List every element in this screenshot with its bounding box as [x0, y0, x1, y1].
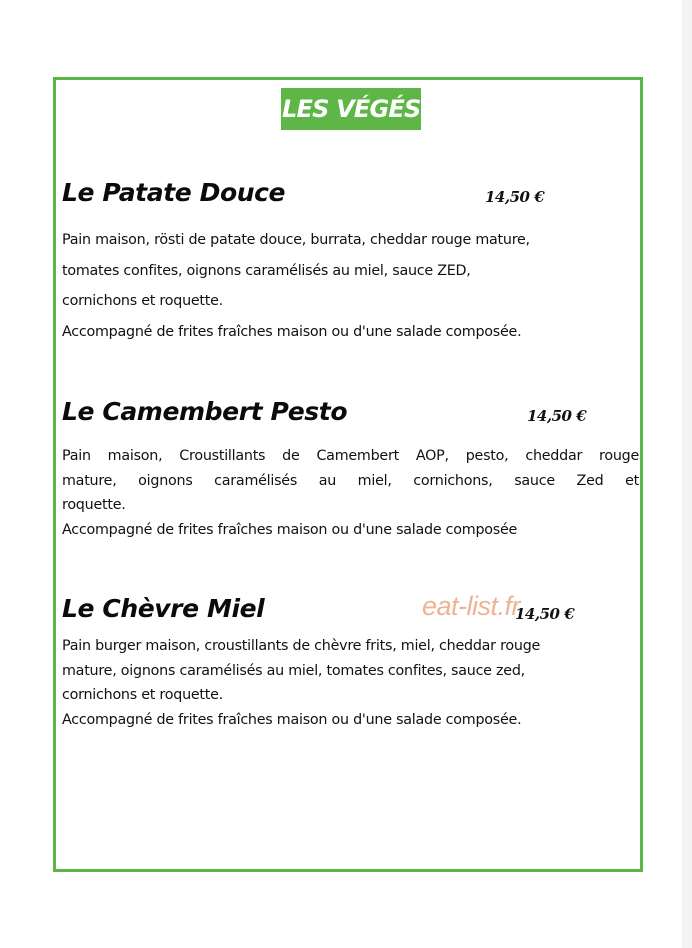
- watermark: eat-list.fr: [422, 591, 521, 621]
- menu-frame: [53, 77, 643, 872]
- description-line: Pain maison, Croustillants de Camembert AOP, pesto, cheddar rouge: [62, 448, 639, 464]
- item-name: Le Patate Douce: [62, 178, 286, 207]
- item-price: 14,50 €: [485, 188, 545, 206]
- description-line: Accompagné de frites fraîches maison ou d'une salade composée.: [62, 711, 522, 728]
- item-price: 14,50 €: [515, 605, 575, 623]
- item-price: 14,50 €: [527, 407, 587, 425]
- description-line: tomates confites, oignons caramélisés au miel, sauce ZED,: [62, 262, 471, 279]
- description-line: cornichons et roquette.: [62, 293, 223, 309]
- description-line: Accompagné de frites fraîches maison ou d'une salade composée.: [62, 323, 522, 340]
- description-line: mature, oignons caramélisés au miel, tomates confites, sauce zed,: [62, 662, 525, 679]
- description-line: cornichons et roquette.: [62, 687, 223, 703]
- item-description: [62, 225, 639, 347]
- description-line: Pain maison, rösti de patate douce, burrata, cheddar rouge mature,: [62, 232, 530, 248]
- section-title: LES VÉGÉS: [281, 88, 421, 130]
- item-name: Le Camembert Pesto: [62, 397, 348, 426]
- item-description: [62, 634, 639, 732]
- description-line: roquette.: [62, 497, 126, 513]
- page-edge: [682, 0, 692, 948]
- description-line: mature, oignons caramélisés au miel, cornichons, sauce Zed et: [62, 472, 639, 489]
- description-line: Accompagné de frites fraîches maison ou d'une salade composée: [62, 521, 518, 538]
- item-name: Le Chèvre Miel: [62, 594, 265, 623]
- item-description: [62, 444, 639, 542]
- description-line: Pain burger maison, croustillants de chèvre frits, miel, cheddar rouge: [62, 638, 541, 654]
